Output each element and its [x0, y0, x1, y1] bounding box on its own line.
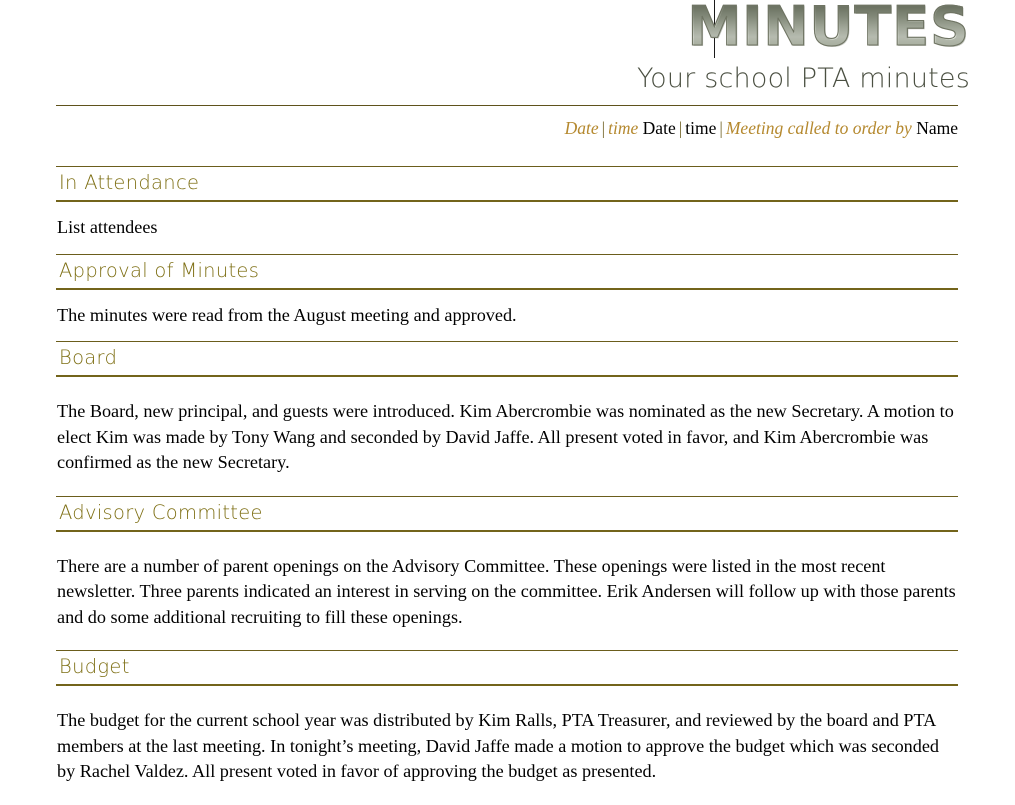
section-heading-approval-of-minutes[interactable]: Approval of Minutes [59, 258, 260, 282]
meta-called-to-order-label[interactable]: Meeting called to order by [725, 118, 912, 138]
section-body-budget[interactable]: The budget for the current school year was distributed by Kim Ralls, PTA Treasurer, and reviewed by the board and PTA members at the last meeting. In tonight’s meeting, David Jaffe made a motion to approve the budget which was seconded by Rachel Valdez. All present voted in favor of approving the budget as presented. [57, 710, 940, 781]
meta-separator-2: | [678, 118, 683, 138]
section-heading-advisory-committee[interactable]: Advisory Committee [59, 500, 263, 524]
wordart-title[interactable]: MINUTES [688, 0, 970, 58]
section-body-approval-of-minutes[interactable]: The minutes were read from the August meeting and approved. [57, 304, 517, 325]
section-heading-board[interactable]: Board [59, 346, 118, 369]
meta-time-label[interactable]: time [608, 118, 639, 138]
wordart-title-row [0, 0, 1015, 62]
section-body-board[interactable]: The Board, new principal, and guests were introduced. Kim Abercrombie was nominated as the new Secretary. A motion to elect Kim was made by Tony Wang and seconded by David Jaffe. All present voted in favor, and Kim Abercrombie was confirmed as the new Secretary. [57, 401, 954, 472]
section-board [56, 341, 958, 496]
section-body-in-attendance[interactable]: List attendees [57, 217, 158, 237]
section-advisory-committee [56, 496, 958, 651]
meta-date-value[interactable]: Date [642, 118, 676, 138]
section-heading-budget[interactable]: Budget [59, 655, 130, 678]
header-divider-rule [56, 105, 958, 106]
section-approval-of-minutes [56, 254, 958, 342]
meta-separator-1: | [601, 118, 606, 138]
document-header [0, 0, 1015, 140]
meta-separator-3: | [719, 118, 723, 138]
document-subtitle[interactable]: Your school PTA minutes [637, 63, 970, 94]
meta-called-to-order-value[interactable]: Name [916, 118, 958, 138]
meeting-meta-line [56, 116, 958, 140]
section-in-attendance [56, 166, 958, 254]
section-body-advisory-committee[interactable]: There are a number of parent openings on the Advisory Committee. These openings were listed in the most recent newsletter. Three parents indicated an interest in serving on the committee. Erik Andersen will follow up with those parents and do some additional recruiting to fill these openings. [57, 555, 956, 627]
section-budget [56, 650, 958, 805]
meta-time-value[interactable]: time [685, 118, 717, 138]
meta-date-label[interactable]: Date [564, 118, 599, 138]
section-heading-in-attendance[interactable]: In Attendance [59, 171, 200, 194]
